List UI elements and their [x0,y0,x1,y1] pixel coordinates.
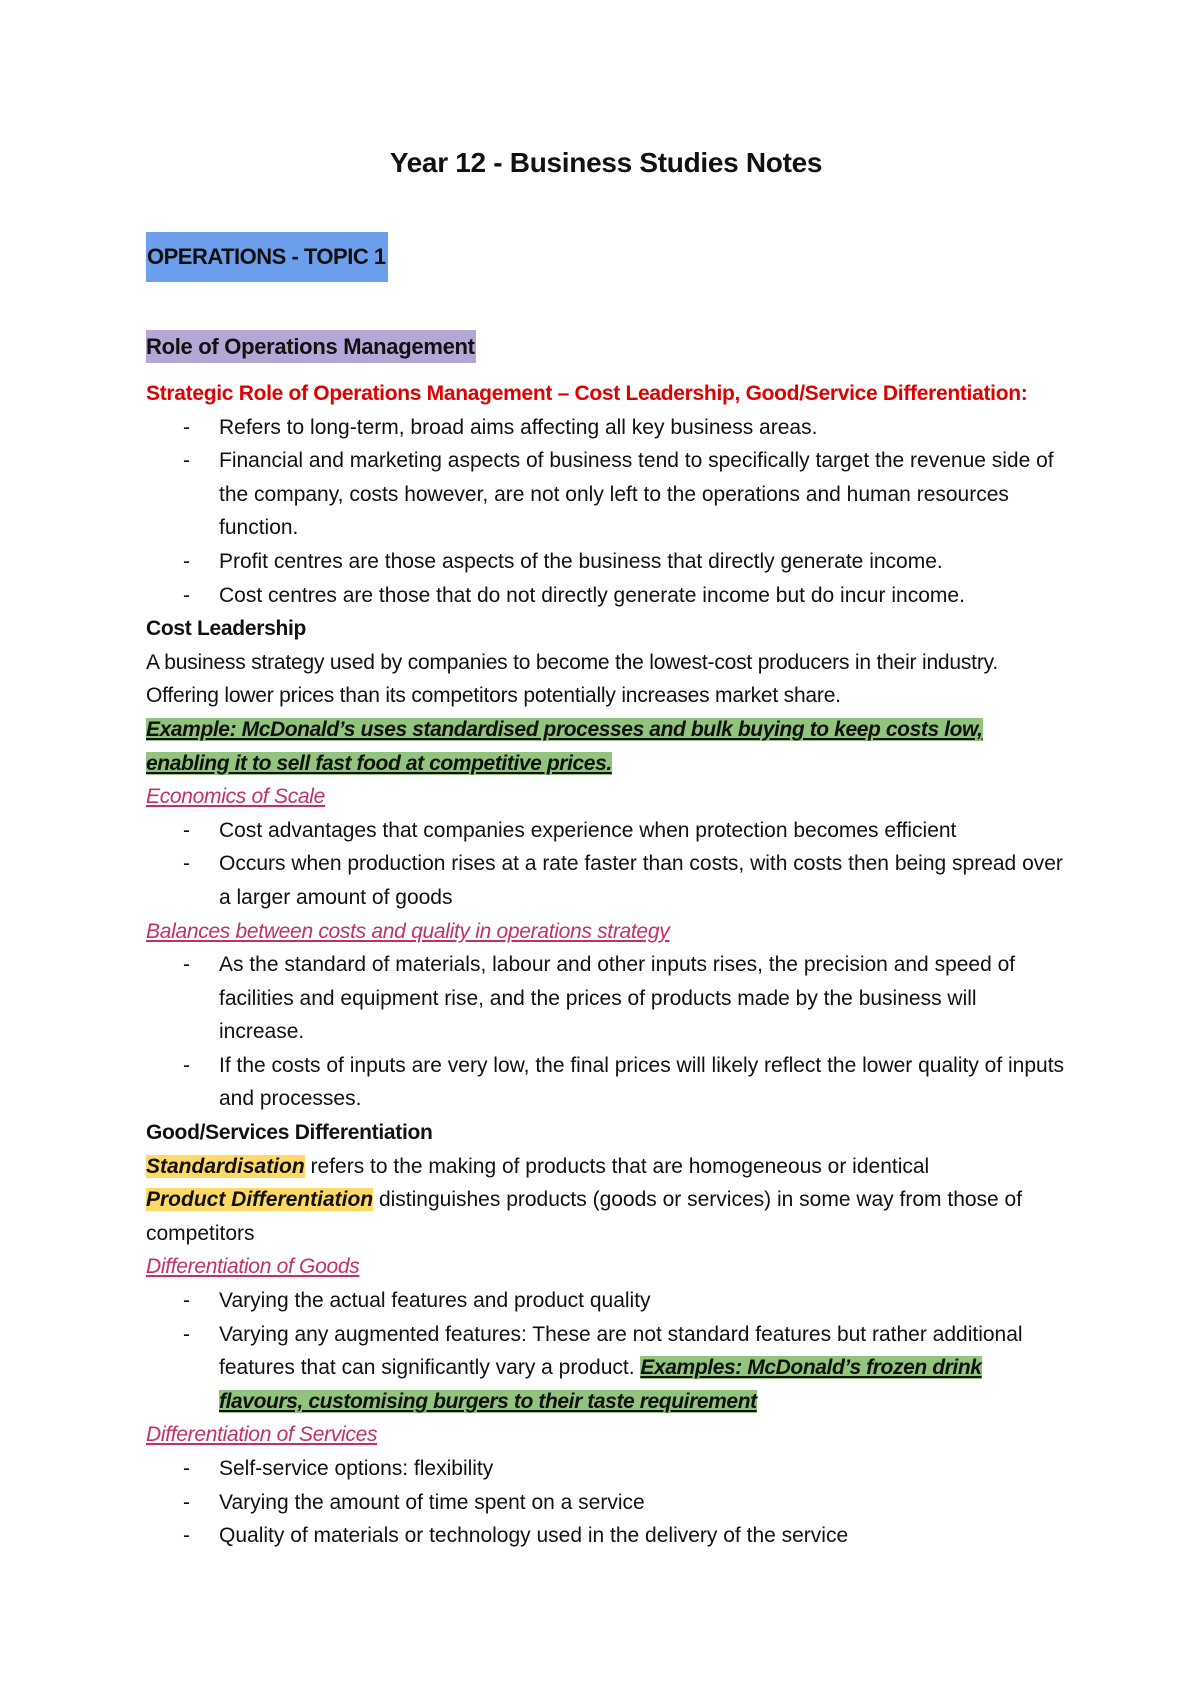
bullet-dash: - [183,1457,190,1480]
differentiation-of-goods-heading: Differentiation of Goods [146,1255,360,1279]
differentiation-of-goods-list [146,1284,1066,1418]
balances-heading: Balances between costs and quality in operations strategy [146,919,670,943]
bullet-dash: - [183,449,190,473]
bullet-dash: - [183,549,190,573]
list-item: - Cost centres are those that do not directly generate income but do incur income. [146,579,1066,613]
bullet-dash: - [183,415,190,439]
list-item: - Varying the amount of time spent on a service [146,1486,1066,1520]
bullet-dash: - [183,852,190,876]
cost-leadership-heading: Cost Leadership [146,617,307,641]
cost-leadership-definition: A business strategy used by companies to become the lowest-cost producers in their industry. Offering lower prices than its competitors potentially increases market share. [146,650,998,708]
bullet-dash: - [183,1490,190,1514]
strategic-role-heading: Strategic Role of Operations Management – Cost Leadership, Good/Service Differentiation: [146,382,1028,405]
bullet-dash: - [183,1322,190,1346]
bullet-dash: - [183,1289,190,1313]
list-item: - If the costs of inputs are very low, the final prices will likely reflect the lower quality of inputs and processes. [146,1049,1066,1116]
topic-label: OPERATIONS - TOPIC 1 [146,232,388,282]
economics-of-scale-heading: Economics of Scale [146,785,326,809]
list-item: - Varying the actual features and product quality [146,1284,1066,1318]
section-heading: Role of Operations Management [146,330,476,363]
list-item: - Refers to long-term, broad aims affecting all key business areas. [146,411,1066,445]
strategic-role-list [146,411,1066,613]
example-highlight: Examples: McDonald’s frozen drink flavours, customising burgers to their taste requirement [219,1356,982,1413]
bullet-dash: - [183,1053,190,1077]
term-highlight: Standardisation [146,1154,305,1178]
differentiation-of-services-heading: Differentiation of Services [146,1423,378,1447]
term-highlight: Product Differentiation [146,1188,374,1212]
list-item: - Varying any augmented features: These are not standard features but rather additional features that can significantly vary a product. Examples: McDonald’s frozen drink flavours, customising burgers to their taste requirement [146,1318,1066,1419]
list-item: - Self-service options: flexibility [146,1452,1066,1486]
example-highlight: Example: McDonald’s uses standardised processes and bulk buying to keep costs low, enabling it to sell fast food at competitive prices. [146,717,983,775]
cost-leadership-example [146,713,1066,780]
bullet-dash: - [183,1524,190,1548]
bullet-dash: - [183,583,190,607]
list-item: - As the standard of materials, labour and other inputs rises, the precision and speed of facilities and equipment rise, and the prices of products made by the business will increase. [146,948,1066,1049]
list-item: - Occurs when production rises at a rate faster than costs, with costs then being spread over a larger amount of goods [146,847,1066,914]
bullet-dash: - [183,818,190,842]
document-title: Year 12 - Business Studies Notes [389,147,823,178]
balances-list [146,948,1066,1116]
bullet-dash: - [183,953,190,977]
list-item: - Quality of materials or technology used in the delivery of the service [146,1519,1066,1553]
differentiation-of-services-list [146,1452,1066,1553]
list-item: - Financial and marketing aspects of business tend to specifically target the revenue side of the company, costs however, are not only left to the operations and human resources function. [146,444,1066,545]
list-item: - Cost advantages that companies experience when protection becomes efficient [146,814,1066,848]
differentiation-heading: Good/Services Differentiation [146,1121,433,1145]
notes-body [146,377,1066,1553]
economics-of-scale-list [146,814,1066,915]
standardisation-definition: Standardisation refers to the making of products that are homogeneous or identical [146,1154,930,1178]
product-differentiation-definition: Product Differentiation distinguishes products (goods or services) in some way from those of competitors [146,1188,1023,1245]
list-item: - Profit centres are those aspects of the business that directly generate income. [146,545,1066,579]
